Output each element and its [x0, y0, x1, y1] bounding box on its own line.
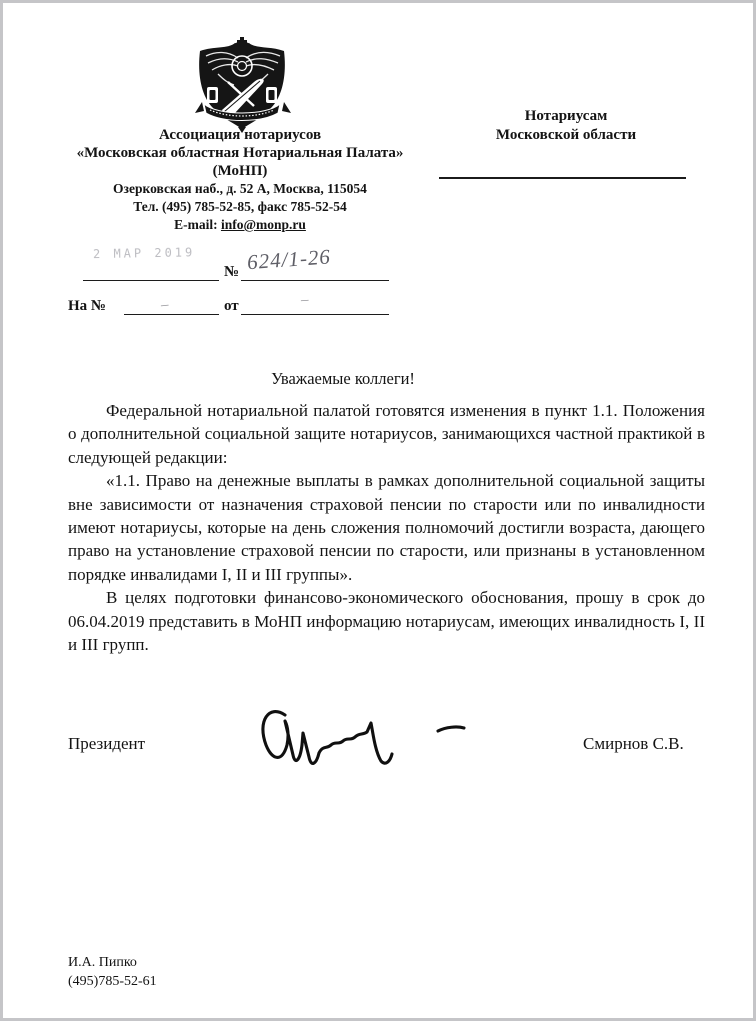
- org-phone: Тел. (495) 785-52-85, факс 785-52-54: [133, 199, 347, 214]
- outgoing-number-handwritten: 624/1-26: [246, 244, 332, 275]
- number-label: №: [224, 264, 240, 280]
- date-blank-line: [83, 280, 219, 281]
- reply-number-label: На №: [68, 298, 106, 314]
- signatory-name: Смирнов С.В.: [583, 734, 684, 753]
- reply-date-label: от: [224, 298, 239, 314]
- recipient-line2: Московской области: [495, 127, 637, 143]
- executor-contact-block: [68, 953, 157, 991]
- handwritten-signature-icon: [253, 703, 468, 786]
- letter-body: [68, 399, 705, 656]
- recipient-line1: Нотариусам: [524, 108, 608, 124]
- email-label: E-mail:: [174, 217, 221, 232]
- reply-date-dash-mark: –: [300, 291, 310, 309]
- signatory-title: Президент: [68, 734, 146, 753]
- body-paragraph-1: Федеральной нотариальной палатой готовятся изменения в пункт 1.1. Положения о дополнительной социальной защите нотариусов, занимающихся частной практикой в следующей редакции:: [68, 401, 705, 467]
- recipient-block: [443, 107, 689, 145]
- email-address: info@monp.ru: [220, 217, 306, 232]
- salutation: Уважаемые коллеги!: [271, 369, 415, 388]
- reply-number-dash-mark: –: [160, 296, 170, 314]
- recipient-underline: [439, 177, 686, 179]
- incoming-date-stamp: 2 МАР 2019: [92, 245, 196, 262]
- org-email-line: [65, 216, 415, 234]
- body-paragraph-2: «1.1. Право на денежные выплаты в рамках дополнительной социальной защиты вне зависимости от назначения страховой пенсии по старости или по инвалидности имеют нотариусы, которые на день сложения полномочий достигли возраста, дающего право на установление страховой пенсии по старости, или признаны в установленном порядке инвалидами I, II и III группы».: [68, 471, 705, 584]
- notary-chamber-emblem-icon: [188, 36, 298, 138]
- executor-name: И.А. Пипко: [68, 955, 137, 970]
- org-address: Озерковская наб., д. 52 А, Москва, 115054: [113, 181, 367, 196]
- org-name-line2: «Московская областная Нотариальная Палата»: [76, 145, 404, 161]
- org-abbreviation: (МоНП): [212, 163, 268, 179]
- number-blank-line: [241, 280, 389, 281]
- org-name-line1: Ассоциация нотариусов: [158, 127, 322, 143]
- reply-number-blank-line: [124, 314, 219, 315]
- body-paragraph-3: В целях подготовки финансово-экономического обоснования, прошу в срок до 06.04.2019 представить в МоНП информацию нотариусам, имеющих инвалидность I, II и III групп.: [68, 588, 705, 655]
- executor-phone: (495)785-52-61: [68, 974, 157, 989]
- reply-date-blank-line: [241, 314, 389, 315]
- letterhead-org-block: [65, 126, 415, 234]
